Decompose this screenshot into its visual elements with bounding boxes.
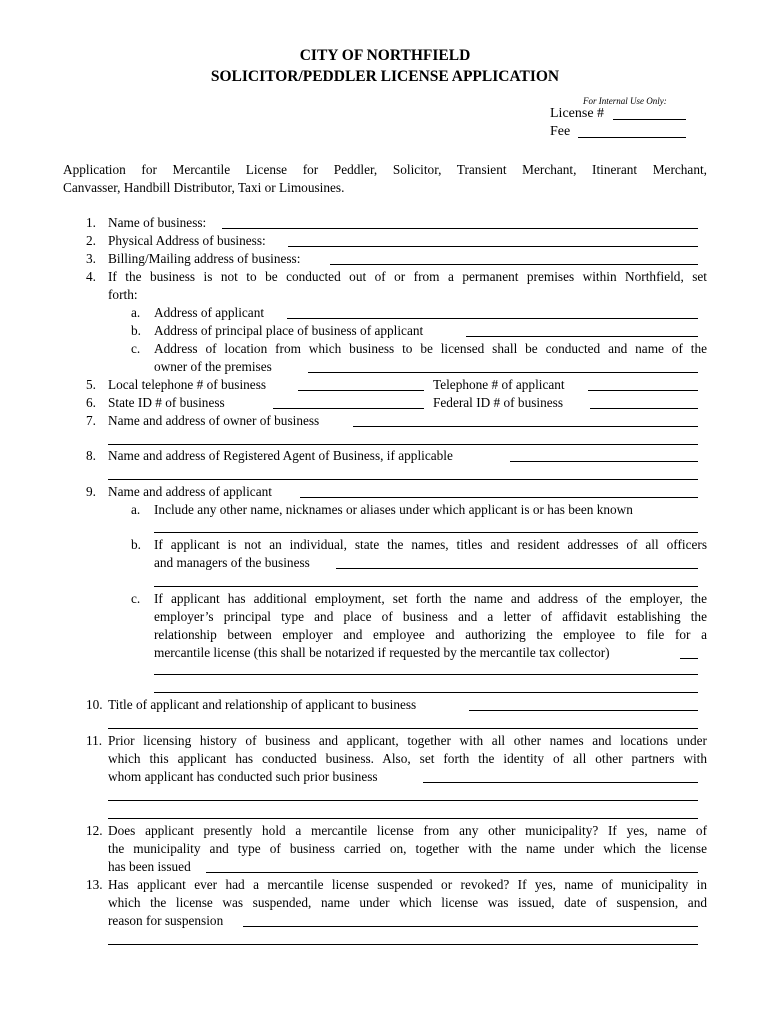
q11-label-line3: whom applicant has conducted such prior business xyxy=(108,769,378,784)
applicant-phone-field[interactable] xyxy=(588,390,698,391)
fee-field[interactable] xyxy=(578,137,686,138)
q9c-label-line1: If applicant has additional employment, set forth the name and address of the employer, the xyxy=(154,591,707,606)
q4b-label: Address of principal place of business of applicant xyxy=(154,323,424,338)
intro-text-line2: Canvasser, Handbill Distributor, Taxi or Limousines. xyxy=(63,180,345,195)
state-id-field[interactable] xyxy=(273,408,424,409)
item-number: 10. xyxy=(86,697,103,712)
sub-letter: c. xyxy=(131,341,141,356)
q8-label: Name and address of Registered Agent of Business, if applicable xyxy=(108,448,453,463)
premises-owner-field[interactable] xyxy=(308,372,698,373)
page-subtitle: SOLICITOR/PEDDLER LICENSE APPLICATION xyxy=(210,68,560,85)
q13-label-line3: reason for suspension xyxy=(108,913,224,928)
q9c-label-line4: mercantile license (this shall be notarized if requested by the mercantile tax collector) xyxy=(154,645,610,660)
suspension-field-2[interactable] xyxy=(108,944,698,945)
sub-letter: b. xyxy=(131,323,141,338)
q10-label: Title of applicant and relationship of applicant to business xyxy=(108,697,417,712)
q1-label: Name of business: xyxy=(108,215,207,230)
item-number: 7. xyxy=(86,413,96,428)
page-title: CITY OF NORTHFIELD xyxy=(299,47,471,64)
officers-field-2[interactable] xyxy=(154,586,698,587)
physical-address-field[interactable] xyxy=(288,246,698,247)
item-number: 5. xyxy=(86,377,96,392)
q4c-label-line2: owner of the premises xyxy=(154,359,272,374)
item-number: 12. xyxy=(86,823,103,838)
q3-label: Billing/Mailing address of business: xyxy=(108,251,301,266)
item-number: 4. xyxy=(86,269,96,284)
applicant-address-field[interactable] xyxy=(287,318,698,319)
owner-name-address-field[interactable] xyxy=(353,426,698,427)
employment-field[interactable] xyxy=(680,658,698,659)
fee-label: Fee xyxy=(550,124,571,139)
registered-agent-field-2[interactable] xyxy=(108,479,698,480)
q4a-label: Address of applicant xyxy=(154,305,265,320)
prior-history-field-3[interactable] xyxy=(108,818,698,819)
license-number-field[interactable] xyxy=(613,119,686,120)
q12-label-line1: Does applicant presently hold a mercantile license from any other municipality? If yes, name of xyxy=(108,823,707,838)
item-number: 11. xyxy=(86,733,103,748)
billing-address-field[interactable] xyxy=(330,264,698,265)
q11-label-line1: Prior licensing history of business and applicant, together with all other names and locations under xyxy=(108,733,707,748)
q9b-label-line1: If applicant is not an individual, state the names, titles and resident addresses of all officers xyxy=(154,537,707,552)
registered-agent-field[interactable] xyxy=(510,461,698,462)
employment-field-2[interactable] xyxy=(154,674,698,675)
applicant-name-address-field[interactable] xyxy=(300,497,698,498)
item-number: 3. xyxy=(86,251,96,266)
q4c-label-line1: Address of location from which business to be licensed shall be conducted and name of the xyxy=(154,341,707,356)
q9-label: Name and address of applicant xyxy=(108,484,272,499)
item-number: 13. xyxy=(86,877,103,892)
prior-history-field[interactable] xyxy=(423,782,698,783)
q7-label: Name and address of owner of business xyxy=(108,413,320,428)
item-number: 1. xyxy=(86,215,96,230)
q6-label: State ID # of business xyxy=(108,395,225,410)
intro-text-line1: Application for Mercantile License for Peddler, Solicitor, Transient Merchant, Itinerant Merchant, xyxy=(63,162,707,177)
business-phone-field[interactable] xyxy=(298,390,424,391)
license-number-label: License # xyxy=(550,106,605,121)
title-relationship-field-2[interactable] xyxy=(108,728,698,729)
item-number: 2. xyxy=(86,233,96,248)
item-number: 8. xyxy=(86,448,96,463)
q9c-label-line2: employer’s principal type and place of business and a letter of affidavit establishing the xyxy=(154,609,707,624)
sub-letter: c. xyxy=(131,591,141,606)
title-relationship-field[interactable] xyxy=(469,710,698,711)
business-name-field[interactable] xyxy=(222,228,698,229)
item-number: 6. xyxy=(86,395,96,410)
item-number: 9. xyxy=(86,484,96,499)
q11-label-line2: which this applicant has conducted business. Also, set forth the identity of all other partners with xyxy=(108,751,707,766)
q9c-label-line3: relationship between employer and employee and authorizing the employee to file for a xyxy=(154,627,707,642)
owner-name-address-field-2[interactable] xyxy=(108,444,698,445)
q13-label-line2: which the license was suspended, name under which license was issued, date of suspension, and xyxy=(108,895,707,910)
sub-letter: b. xyxy=(131,537,141,552)
officers-field[interactable] xyxy=(336,568,698,569)
q9b-label-line2: and managers of the business xyxy=(154,555,310,570)
aliases-field[interactable] xyxy=(154,532,698,533)
q4-label-line2: forth: xyxy=(108,287,138,302)
other-license-field[interactable] xyxy=(206,872,698,873)
q9a-label: Include any other name, nicknames or aliases under which applicant is or has been known xyxy=(154,502,633,517)
internal-use-label: For Internal Use Only: xyxy=(583,96,667,106)
q5b-label: Telephone # of applicant xyxy=(433,377,565,392)
q6b-label: Federal ID # of business xyxy=(433,395,563,410)
q12-label-line3: has been issued xyxy=(108,859,191,874)
suspension-field[interactable] xyxy=(243,926,698,927)
q13-label-line1: Has applicant ever had a mercantile license suspended or revoked? If yes, name of municipality in xyxy=(108,877,707,892)
q4-label-line1: If the business is not to be conducted out of or from a permanent premises within Northfield, set xyxy=(108,269,707,284)
federal-id-field[interactable] xyxy=(590,408,698,409)
sub-letter: a. xyxy=(131,305,141,320)
q12-label-line2: the municipality and type of business carried on, together with the name under which the license xyxy=(108,841,707,856)
employment-field-3[interactable] xyxy=(154,692,698,693)
q5-label: Local telephone # of business xyxy=(108,377,267,392)
sub-letter: a. xyxy=(131,502,141,517)
q2-label: Physical Address of business: xyxy=(108,233,266,248)
principal-business-address-field[interactable] xyxy=(466,336,698,337)
prior-history-field-2[interactable] xyxy=(108,800,698,801)
